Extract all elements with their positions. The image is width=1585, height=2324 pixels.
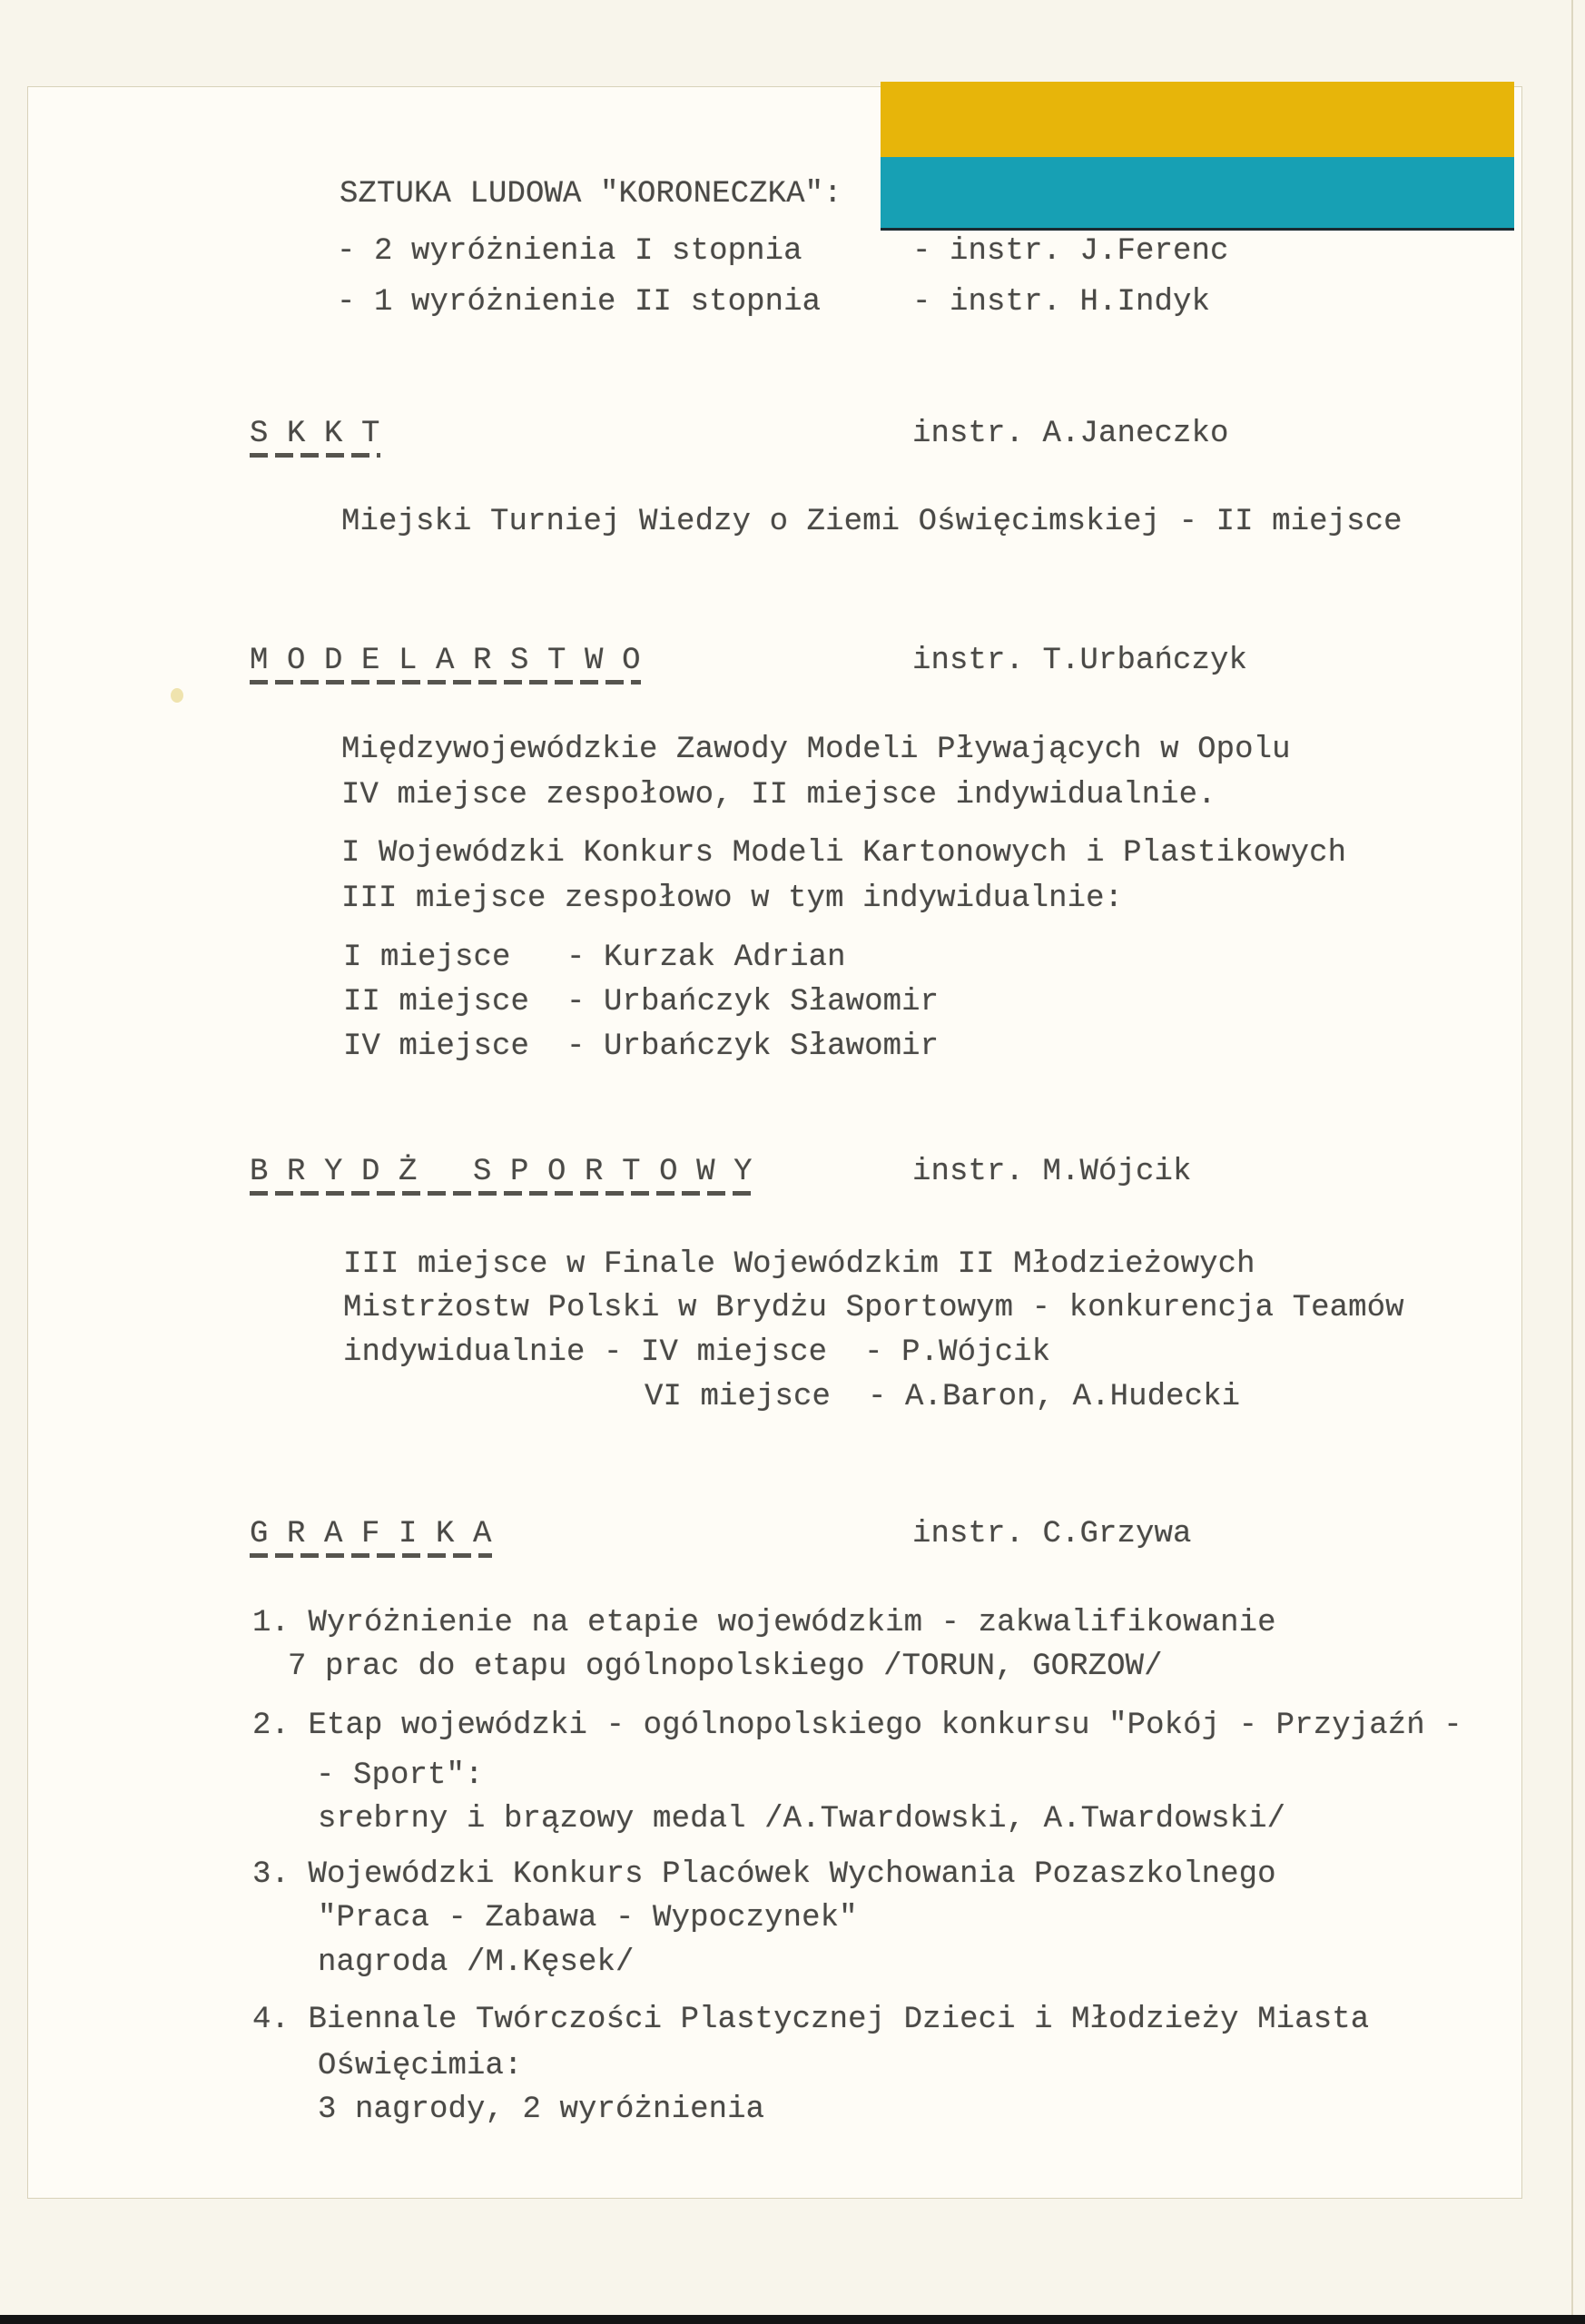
brydz-line: VI miejsce - A.Baron, A.Hudecki xyxy=(645,1380,1241,1414)
flag-yellow-stripe xyxy=(881,82,1514,157)
modelarstwo-place-line: IV miejsce - Urbańczyk Sławomir xyxy=(343,1029,940,1064)
grafika-item-line: - Sport": xyxy=(316,1758,484,1793)
grafika-section-title: G R A F I K A xyxy=(250,1519,492,1558)
brydz-section-title: B R Y D Ż S P O R T O W Y xyxy=(250,1157,753,1196)
sztuka-instructor: - instr. H.Indyk xyxy=(912,285,1211,320)
sztuka-award-line: - 2 wyróżnienia I stopnia xyxy=(337,234,802,269)
modelarstwo-line: III miejsce zespołowo w tym indywidualnie: xyxy=(341,881,1124,916)
grafika-item-line: 2. Etap wojewódzki - ogólnopolskiego konkursu "Pokój - Przyjaźń - xyxy=(252,1709,1462,1743)
grafika-item-line: srebrny i brązowy medal /A.Twardowski, A.Twardowski/ xyxy=(318,1802,1286,1837)
modelarstwo-place-line: II miejsce - Urbańczyk Sławomir xyxy=(343,985,940,1019)
grafika-item-line: 7 prac do etapu ogólnopolskiego /TORUN, GORZOW/ xyxy=(288,1649,1163,1684)
skkt-section-title: S K K T xyxy=(250,419,380,458)
grafika-item-line: nagroda /M.Kęsek/ xyxy=(318,1945,635,1980)
grafika-item-line: Oświęcimia: xyxy=(318,2049,523,2083)
brydz-line: III miejsce w Finale Wojewódzkim II Młodzieżowych xyxy=(343,1247,1255,1282)
grafika-item-line: 1. Wyróżnienie na etapie wojewódzkim - zakwalifikowanie xyxy=(252,1606,1276,1640)
grafika-item-line: 3. Wojewódzki Konkurs Placówek Wychowania Pozaszkolnego xyxy=(252,1857,1276,1892)
modelarstwo-line: IV miejsce zespołowo, II miejsce indywidualnie. xyxy=(341,778,1216,812)
brydz-line: indywidualnie - IV miejsce - P.Wójcik xyxy=(343,1335,1051,1370)
sztuka-award-line: - 1 wyróżnienie II stopnia xyxy=(337,285,822,320)
brydz-instructor: instr. M.Wójcik xyxy=(912,1155,1192,1189)
modelarstwo-line: I Wojewódzki Konkurs Modeli Kartonowych i Plastikowych xyxy=(341,836,1347,871)
skkt-result-line: Miejski Turniej Wiedzy o Ziemi Oświęcimskiej - II miejsce xyxy=(341,505,1403,539)
grafika-item-line: 3 nagrody, 2 wyróżnienia xyxy=(318,2093,765,2127)
flag-teal-stripe xyxy=(881,157,1514,228)
grafika-instructor: instr. C.Grzywa xyxy=(912,1517,1192,1551)
paper-speck xyxy=(171,688,183,703)
scan-right-edge xyxy=(1571,0,1573,2324)
modelarstwo-place-line: I miejsce - Kurzak Adrian xyxy=(343,940,846,975)
sztuka-title: SZTUKA LUDOWA "KORONECZKA": xyxy=(340,177,842,212)
sztuka-instructor: - instr. J.Ferenc xyxy=(912,234,1229,269)
scan-bottom-band xyxy=(0,2315,1585,2324)
modelarstwo-line: Międzywojewódzkie Zawody Modeli Pływających w Opolu xyxy=(341,733,1291,767)
grafika-item-line: 4. Biennale Twórczości Plastycznej Dzieci i Młodzieży Miasta xyxy=(252,2003,1370,2037)
flag-color-bar xyxy=(881,82,1514,231)
skkt-instructor: instr. A.Janeczko xyxy=(912,417,1229,451)
brydz-line: Mistrżostw Polski w Brydżu Sportowym - konkurencja Teamów xyxy=(343,1291,1404,1325)
modelarstwo-instructor: instr. T.Urbańczyk xyxy=(912,644,1248,678)
modelarstwo-section-title: M O D E L A R S T W O xyxy=(250,645,641,684)
grafika-item-line: "Praca - Zabawa - Wypoczynek" xyxy=(318,1901,858,1935)
